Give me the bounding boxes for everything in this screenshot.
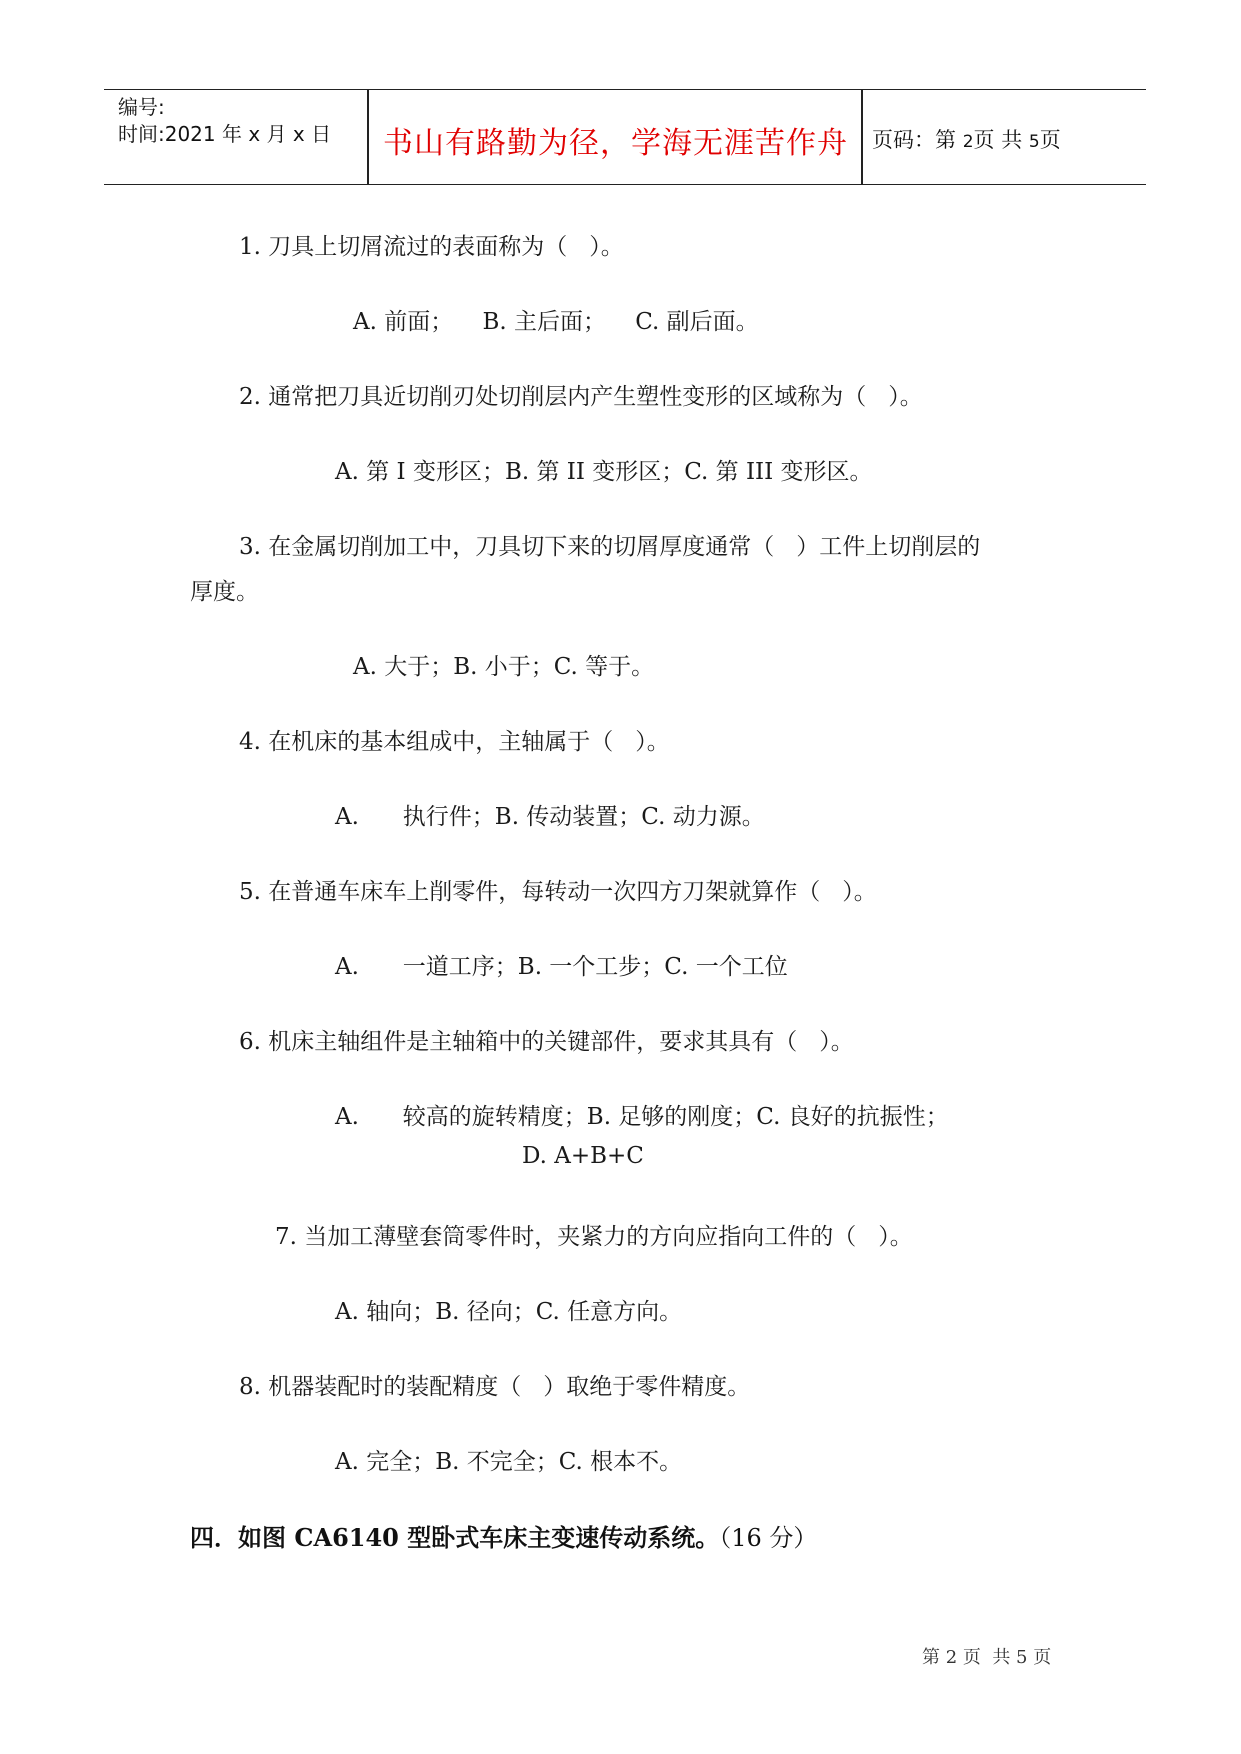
time-label: 时间:2021 年 x 月 x 日 <box>118 122 332 146</box>
header-divider-right <box>861 90 863 184</box>
page-footer: 第 2 页 共 5 页 <box>922 1647 1052 1668</box>
page-total: 5 <box>1028 132 1040 152</box>
question-2-stem: 2. 通常把刀具近切削刃处切削层内产生塑性变形的区域称为（ ）。 <box>239 384 923 410</box>
page-header <box>104 89 1146 185</box>
page-mid: 页 共 <box>973 128 1023 152</box>
page-suffix: 页 <box>1039 128 1061 152</box>
question-3-options: A. 大于；B. 小于；C. 等于。 <box>353 654 655 680</box>
section-4-title: 四．如图 CA6140 型卧式车床主变速传动系统。 <box>190 1523 720 1552</box>
question-6-stem: 6. 机床主轴组件是主轴箱中的关键部件，要求其具有（ ）。 <box>239 1029 854 1055</box>
header-meta <box>118 94 331 148</box>
question-4-stem: 4. 在机床的基本组成中，主轴属于（ ）。 <box>239 729 670 755</box>
question-5-stem: 5. 在普通车床车上削零件，每转动一次四方刀架就算作（ ）。 <box>239 879 877 905</box>
section-4-heading <box>190 1518 817 1553</box>
question-6-options-line1: A. 较高的旋转精度；B. 足够的刚度；C. 良好的抗振性； <box>335 1104 949 1130</box>
header-motto: 书山有路勤为径，学海无涯苦作舟 <box>383 126 848 161</box>
question-8-options: A. 完全；B. 不完全；C. 根本不。 <box>335 1449 683 1475</box>
page-number: 2 <box>962 132 974 152</box>
serial-number-label: 编号: <box>118 95 165 119</box>
question-3-stem-line1: 3. 在金属切削加工中，刀具切下来的切屑厚度通常（ ）工件上切削层的 <box>239 534 981 560</box>
question-1-options: A. 前面； B. 主后面； C. 副后面。 <box>353 309 759 335</box>
header-page-info <box>872 124 1061 154</box>
page-prefix: 页码：第 <box>872 128 956 152</box>
question-3-stem-line2: 厚度。 <box>190 579 259 605</box>
section-4-points: （16 分） <box>719 1524 818 1552</box>
question-7-stem: 7. 当加工薄壁套筒零件时，夹紧力的方向应指向工件的（ ）。 <box>275 1224 913 1250</box>
question-1-stem: 1. 刀具上切屑流过的表面称为（ ）。 <box>239 234 624 260</box>
question-8-stem: 8. 机器装配时的装配精度（ ）取绝于零件精度。 <box>239 1374 751 1400</box>
question-7-options: A. 轴向；B. 径向；C. 任意方向。 <box>335 1299 683 1325</box>
question-5-options: A. 一道工序；B. 一个工步；C. 一个工位 <box>335 954 788 980</box>
question-2-options: A. 第 I 变形区；B. 第 II 变形区；C. 第 III 变形区。 <box>335 459 873 485</box>
question-4-options: A. 执行件；B. 传动装置；C. 动力源。 <box>335 804 765 830</box>
question-6-options-line2: D. A+B+C <box>522 1143 644 1169</box>
